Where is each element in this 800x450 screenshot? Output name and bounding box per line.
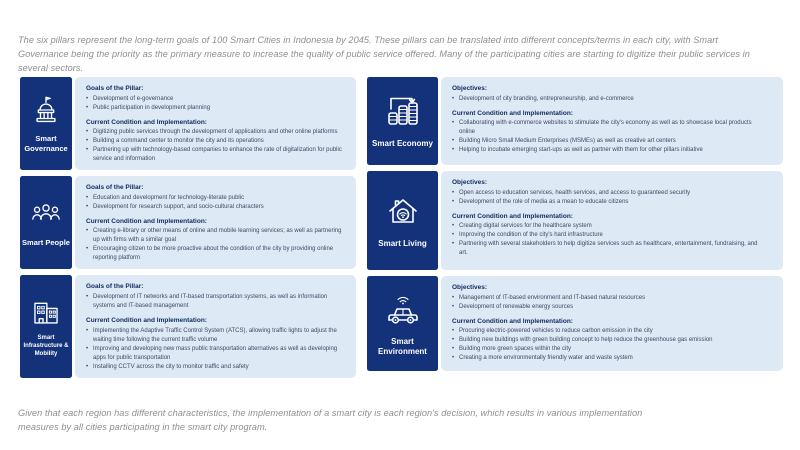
bullet-item: • Development for research support, and socio-cultural characters	[86, 203, 344, 212]
bullet-list	[452, 95, 763, 104]
bullet-item: • Encouraging citizen to be more proactive about the condition of the city by providing online reporting platform	[86, 245, 344, 263]
bullet-item: • Development of IT networks and IT-based transportation systems, as well as information systems and IT-based management	[86, 293, 344, 311]
pillars-column-left	[20, 77, 356, 378]
pillar-label: Smart Infrastructure & Mobility	[23, 335, 69, 357]
section-heading: Current Condition and Implementation:	[452, 212, 573, 220]
bullet-item: • Implementing the Adaptive Traffic Control System (ATCS), allowing traffic lights to adjust the waiting time following the current traffic volume	[86, 327, 344, 345]
pillar-card-smart-environment	[367, 276, 783, 371]
bullet-item: • Development of e-governance	[86, 95, 344, 104]
city-buildings-icon	[29, 294, 63, 328]
bullet-list	[86, 194, 344, 212]
bullet-list	[86, 293, 344, 311]
bullet-item: • Management of IT-based environment and IT-based natural resources	[452, 294, 763, 303]
section-heading: Objectives:	[452, 179, 488, 186]
pillar-label: Smart Living	[378, 238, 427, 248]
bullet-item: • Building more green spaces within the city	[452, 345, 763, 354]
bullet-item: • Improving and developing new mass public transportation alternatives as well as developing apps for public transportation	[86, 345, 344, 363]
coin-stacks-growth-icon	[383, 92, 423, 132]
bullet-list	[452, 189, 763, 207]
pillar-label-box	[20, 77, 72, 170]
bullet-item: • Development of renewable energy sources	[452, 303, 763, 312]
pillar-label: Smart Environment	[378, 336, 427, 356]
pillar-card-smart-living	[367, 171, 783, 270]
section-heading: Goals of the Pillar:	[86, 283, 144, 291]
pillar-content	[75, 77, 356, 170]
bullet-item: • Installing CCTV across the city to monitor traffic and safety	[86, 363, 344, 372]
government-building-icon	[29, 93, 63, 127]
bullet-item: • Education and development for technology-literate public	[86, 194, 344, 203]
pillar-label-box	[367, 77, 438, 165]
pillar-label-box	[367, 276, 438, 371]
smart-car-icon	[383, 290, 423, 330]
bullet-item: • Improving the condition of the city's hard infrastructure	[452, 231, 763, 240]
content-section	[452, 212, 763, 259]
bullet-item: • Helping to incubate emerging start-ups as well as partner with them for other pillars initiative	[452, 146, 763, 155]
content-section	[452, 84, 763, 104]
footer-paragraph: Given that each region has different characteristics, the implementation of a smart city is each region's decision, which results in various implementation measures by all cities participating in the smart city program.	[18, 408, 643, 432]
intro-paragraph: The six pillars represent the long-term goals of 100 Smart Cities in Indonesia by 2045. These pillars can be translated into different concepts/terms in each city, with Smart Governance being the priority as the primary measure to increase the quality of public service offered. Many of the participating cities are starting to digitize their public services in several sectors.	[18, 35, 750, 73]
bullet-list	[86, 128, 344, 164]
section-heading: Current Condition and Implementation:	[452, 317, 573, 325]
bullet-item: • Partnering with several stakeholders to help digitize services such as healthcare, entertainment, fundraising, and art.	[452, 240, 763, 258]
pillar-content	[75, 275, 356, 377]
bullet-item: • Procuring electric-powered vehicles to reduce carbon emission in the city	[452, 327, 763, 336]
bullet-item: • Creating e-library or other means of online and mobile learning services; as well as partnering up with firms with a similar goal	[86, 227, 344, 245]
content-section	[452, 283, 763, 312]
bullet-list	[452, 294, 763, 312]
pillars-column-right	[367, 77, 783, 371]
content-section	[452, 178, 763, 207]
pillar-card-smart-people	[20, 176, 356, 269]
bullet-list	[452, 327, 763, 363]
pillar-card-smart-governance	[20, 77, 356, 170]
content-section	[452, 317, 763, 364]
content-section	[86, 316, 344, 372]
bullet-item: • Digitizing public services through the development of applications and other online platforms	[86, 128, 344, 137]
bullet-item: • Open access to education services, health services, and access to guaranteed security	[452, 189, 763, 198]
pillar-card-smart-infrastructure-mobility	[20, 275, 356, 377]
bullet-item: • Development of the role of media as a mean to educate citizens	[452, 198, 763, 207]
pillar-label-box	[20, 275, 72, 377]
section-heading: Current Condition and Implementation:	[452, 109, 573, 117]
content-section	[86, 183, 344, 212]
bullet-list	[86, 95, 344, 113]
section-heading: Objectives:	[452, 85, 488, 92]
bullet-item: • Partnering up with technology-based companies to enhance the rate of digitalization for public service and information	[86, 146, 344, 164]
bullet-list	[452, 222, 763, 258]
content-section	[86, 84, 344, 113]
section-heading: Goals of the Pillar:	[86, 184, 144, 192]
section-heading: Current Condition and Implementation:	[86, 316, 207, 324]
bullet-item: • Building a command center to monitor the city and its operations	[86, 137, 344, 146]
pillar-label: Smart People	[22, 238, 70, 248]
bullet-list	[452, 119, 763, 155]
content-section	[86, 118, 344, 165]
pillar-content	[441, 276, 783, 371]
people-group-icon	[29, 197, 63, 231]
bullet-list	[86, 327, 344, 372]
section-heading: Current Condition and Implementation:	[86, 217, 207, 225]
pillar-card-smart-economy	[367, 77, 783, 165]
section-heading: Objectives:	[452, 284, 488, 291]
bullet-item: • Creating digital services for the healthcare system	[452, 222, 763, 231]
content-section	[452, 109, 763, 156]
pillar-content	[75, 176, 356, 269]
pillar-content	[441, 171, 783, 270]
pillar-label: Smart Governance	[24, 134, 68, 154]
bullet-item: • Collaborating with e-commerce websites to stimulate the city's economy as well as to showcase local products online	[452, 119, 763, 137]
smart-home-icon	[383, 192, 423, 232]
section-heading: Current Condition and Implementation:	[86, 118, 207, 126]
bullet-item: • Public participation in development planning	[86, 104, 344, 113]
content-section	[86, 282, 344, 311]
bullet-item: • Creating a more environmentally friendly water and waste system	[452, 354, 763, 363]
bullet-item: • Building new buildings with green building concept to help reduce the greenhouse gas emission	[452, 336, 763, 345]
pillar-label-box	[367, 171, 438, 270]
bullet-item: • Building Micro Small Medium Enterprises (MSMEs) as well as creative art centers	[452, 137, 763, 146]
section-heading: Goals of the Pillar:	[86, 85, 144, 92]
bullet-item: • Development of city branding, entrepreneurship, and e-commerce	[452, 95, 763, 104]
bullet-list	[86, 227, 344, 263]
pillar-label: Smart Economy	[372, 139, 433, 149]
pillar-label-box	[20, 176, 72, 269]
pillar-content	[441, 77, 783, 165]
content-section	[86, 217, 344, 264]
